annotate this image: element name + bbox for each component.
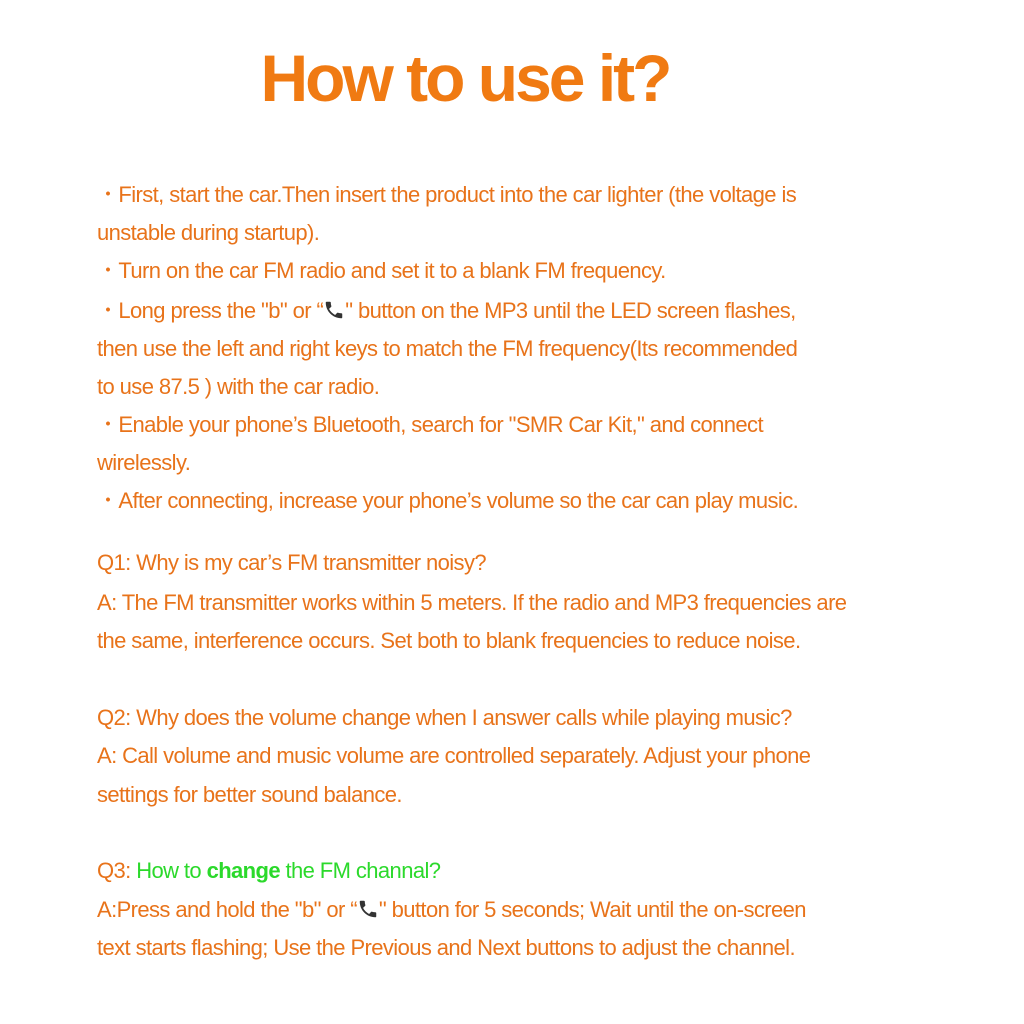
faq-a1-line-2: the same, interference occurs. Set both to blank frequencies to reduce noise. xyxy=(97,628,801,653)
faq-q1: Q1: Why is my car’s FM transmitter noisy? xyxy=(97,550,486,575)
step-1-line-2: unstable during startup). xyxy=(97,220,320,245)
step-5: ・After connecting, increase your phone’s volume so the car can play music. xyxy=(97,488,799,513)
step-2: ・Turn on the car FM radio and set it to a blank FM frequency. xyxy=(97,258,666,283)
step-3-line-2: then use the left and right keys to match the FM frequency(Its recommended xyxy=(97,336,798,361)
page-title: How to use it? xyxy=(260,41,670,115)
step-3-line-3: to use 87.5 ) with the car radio. xyxy=(97,374,380,399)
step-3-text-b: " button on the MP3 until the LED screen flashes, xyxy=(345,298,796,323)
faq-q3-part1: How to xyxy=(136,858,207,883)
faq-a3-line-2: text starts flashing; Use the Previous and Next buttons to adjust the channel. xyxy=(97,935,795,960)
faq-q3-part2: the FM channal? xyxy=(280,858,441,883)
phone-icon xyxy=(323,299,345,321)
faq-q3 xyxy=(97,858,440,884)
faq-q3-prefix: Q3: xyxy=(97,858,137,883)
faq-q3-bold: change xyxy=(206,858,280,883)
step-3-text-a: ・Long press the "b" or “ xyxy=(97,298,324,323)
step-3-line-1 xyxy=(97,298,796,324)
phone-icon xyxy=(357,898,379,920)
faq-a3-text-b: " button for 5 seconds; Wait until the on-screen xyxy=(378,897,806,922)
faq-a3-text-a: A:Press and hold the "b" or “ xyxy=(97,897,357,922)
step-4-line-2: wirelessly. xyxy=(97,450,191,475)
step-4-line-1: ・Enable your phone’s Bluetooth, search for "SMR Car Kit," and connect xyxy=(97,412,763,437)
step-1-line-1: ・First, start the car.Then insert the product into the car lighter (the voltage is xyxy=(97,182,797,207)
faq-a2-line-1: A: Call volume and music volume are controlled separately. Adjust your phone xyxy=(97,743,811,768)
faq-q2: Q2: Why does the volume change when I answer calls while playing music? xyxy=(97,705,792,730)
faq-a3-line-1 xyxy=(97,897,806,923)
faq-a2-line-2: settings for better sound balance. xyxy=(97,782,402,807)
faq-a1-line-1: A: The FM transmitter works within 5 meters. If the radio and MP3 frequencies are xyxy=(97,590,847,615)
